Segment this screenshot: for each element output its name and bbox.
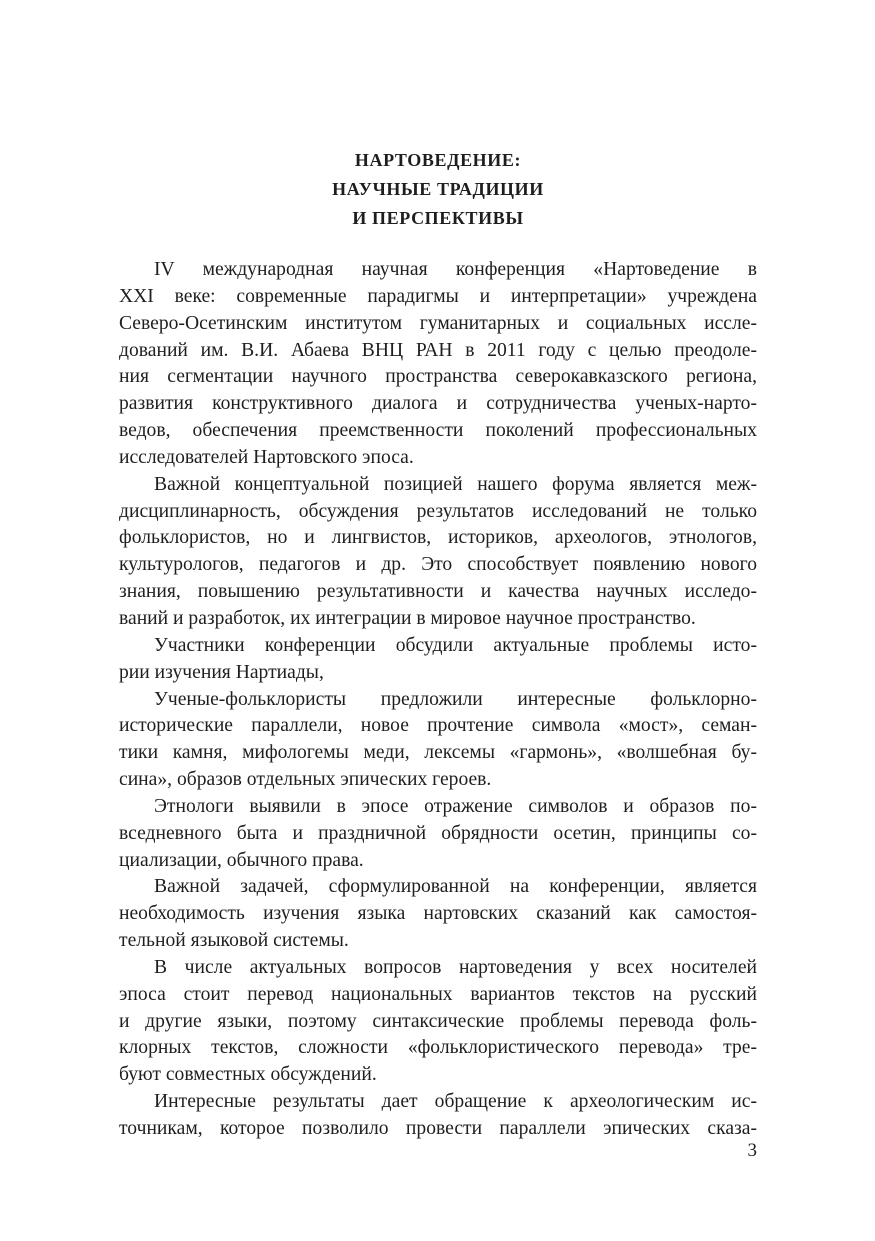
- text-line: Важной концептуальной позицией нашего форума является меж-: [154, 473, 757, 495]
- text-line: и другие языки, поэтому синтаксические проблемы перевода фоль-: [119, 1010, 757, 1032]
- page-title: [119, 146, 757, 233]
- text-line: сина», образов отдельных эпических героев.: [119, 769, 492, 791]
- title-line-2: НАУЧНЫЕ ТРАДИЦИИ: [332, 179, 544, 199]
- text-line: необходимость изучения языка нартовских сказаний как самостоя-: [119, 903, 757, 925]
- paragraph: [119, 1089, 757, 1143]
- text-line: эпоса стоит перевод национальных вариантов текстов на русский: [119, 983, 757, 1005]
- text-line: буют совместных обсуждений.: [119, 1064, 377, 1086]
- page-number: 3: [747, 1140, 757, 1161]
- text-line: точникам, которое позволило провести параллели эпических сказа-: [119, 1118, 757, 1139]
- text-line: тики камня, мифологемы меди, лексемы «гармонь», «волшебная бу-: [119, 742, 757, 764]
- text-line: Важной задачей, сформулированной на конференции, является: [154, 876, 757, 898]
- text-line: ния сегментации научного пространства северокавказского региона,: [119, 366, 757, 388]
- text-line: дований им. В.И. Абаева ВНЦ РАН в 2011 году с целью преодоле-: [119, 339, 757, 361]
- paragraph: [119, 955, 757, 1089]
- text-line: культурологов, педагогов и др. Это способствует появлению нового: [119, 554, 757, 576]
- paragraph: [119, 874, 757, 955]
- paragraph: [119, 257, 757, 472]
- text-line: развития конструктивного диалога и сотрудничества ученых-нарто-: [119, 393, 757, 415]
- page: [119, 0, 757, 1241]
- text-line: циализации, обычного права.: [119, 849, 364, 871]
- text-line: фольклористов, но и лингвистов, историков, археологов, этнологов,: [119, 527, 757, 549]
- text-line: рии изучения Нартиады,: [119, 661, 324, 683]
- title-line-1: НАРТОВЕДЕНИЕ:: [354, 150, 522, 170]
- text-line: тельной языковой системы.: [119, 930, 349, 952]
- text-line: В числе актуальных вопросов нартоведения у всех носителей: [154, 956, 757, 978]
- text-line: ведов, обеспечения преемственности поколений профессиональных: [119, 420, 757, 442]
- text-line: IV международная научная конференция «Нартоведение в: [154, 259, 757, 280]
- text-line: исследователей Нартовского эпоса.: [119, 446, 414, 468]
- text-line: Участники конференции обсудили актуальные проблемы исто-: [154, 634, 757, 656]
- text-line: Северо-Осетинским институтом гуманитарных и социальных иссле-: [119, 312, 757, 334]
- text-line: XXI веке: современные парадигмы и интерпретации» учреждена: [119, 285, 757, 307]
- text-line: вседневного быта и праздничной обрядности осетин, принципы со-: [119, 822, 757, 844]
- text-line: ваний и разработок, их интеграции в мировое научное пространство.: [119, 607, 696, 629]
- paragraph: [119, 687, 757, 794]
- text-line: клорных текстов, сложности «фольклористического перевода» тре-: [119, 1037, 757, 1059]
- body-text: [119, 257, 757, 1143]
- text-line: знания, повышению результативности и качества научных исследо-: [119, 581, 757, 603]
- paragraph: [119, 633, 757, 687]
- text-line: Ученые-фольклористы предложили интересные фольклорно-: [154, 688, 757, 710]
- text-line: Интересные результаты дает обращение к археологическим ис-: [154, 1091, 757, 1113]
- text-line: Этнологи выявили в эпосе отражение символов и образов по-: [154, 795, 757, 817]
- paragraph: [119, 472, 757, 633]
- text-line: исторические параллели, новое прочтение символа «мост», семан-: [119, 715, 757, 737]
- title-line-3: И ПЕРСПЕКТИВЫ: [352, 208, 524, 228]
- paragraph: [119, 794, 757, 875]
- text-line: дисциплинарность, обсуждения результатов исследований не только: [119, 500, 757, 522]
